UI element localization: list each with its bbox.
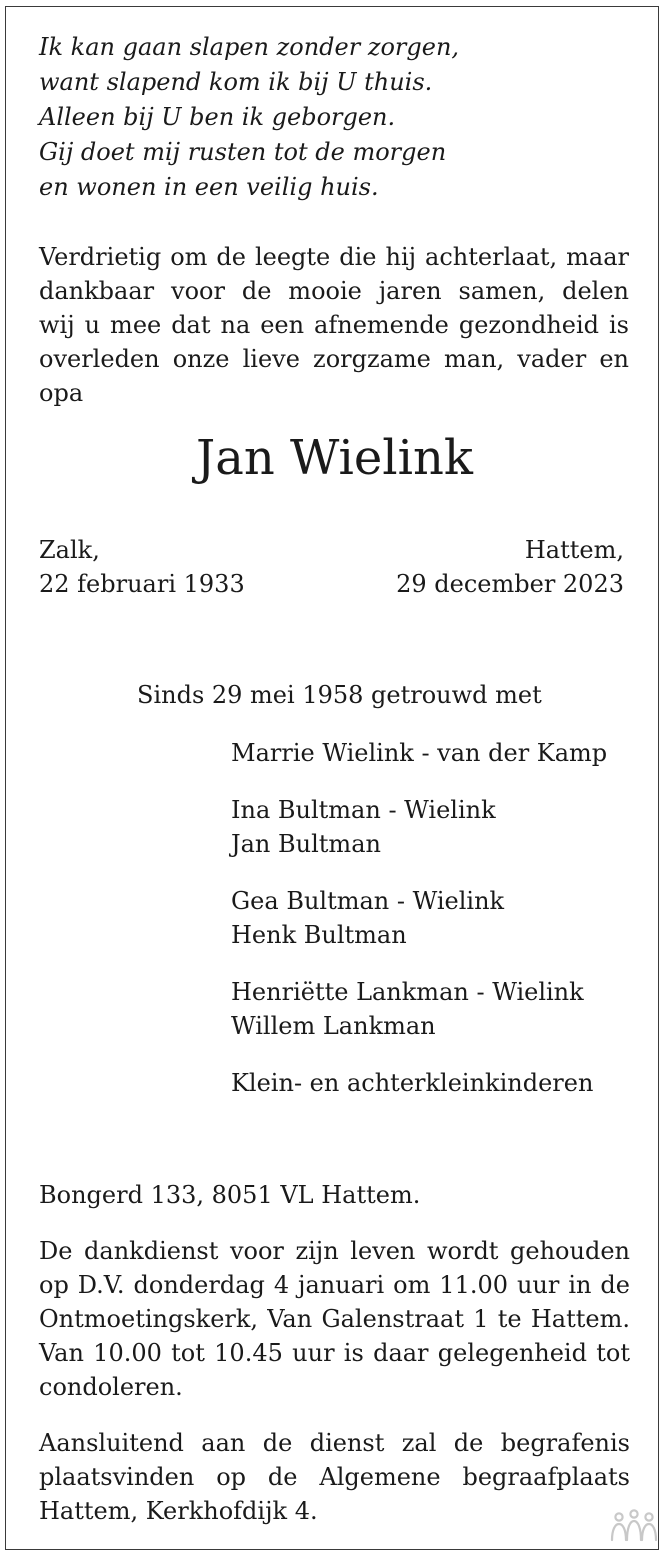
family-group xyxy=(231,975,607,1043)
service-line: op D.V. donderdag 4 januari om 11.00 uur in de xyxy=(39,1271,630,1299)
family-member: Ina Bultman - Wielink xyxy=(231,796,496,824)
poem-line: Gij doet mij rusten tot de morgen xyxy=(39,138,447,166)
family-member: Henk Bultman xyxy=(231,921,407,949)
death-place: Hattem, xyxy=(524,536,624,564)
birth-place: Zalk, xyxy=(39,536,100,564)
family-group xyxy=(231,1066,607,1100)
intro-paragraph xyxy=(39,240,629,410)
service-line: condoleren. xyxy=(39,1373,183,1401)
family-group xyxy=(231,793,607,861)
service-paragraph xyxy=(39,1234,630,1404)
family-member: Klein- en achterkleinkinderen xyxy=(231,1069,594,1097)
family-group xyxy=(231,884,607,952)
burial-line: Hattem, Kerkhofdijk 4. xyxy=(39,1497,318,1525)
service-line: Van 10.00 tot 10.45 uur is daar gelegenheid tot xyxy=(39,1339,630,1367)
poem xyxy=(39,30,629,205)
death-date: 29 december 2023 xyxy=(396,570,624,598)
poem-line: Ik kan gaan slapen zonder zorgen, xyxy=(39,33,460,61)
family-list xyxy=(231,736,607,1123)
death-info xyxy=(396,533,624,601)
intro-line: overleden onze lieve zorgzame man, vader en opa xyxy=(39,345,629,407)
family-group xyxy=(231,736,607,770)
family-member: Marrie Wielink - van der Kamp xyxy=(231,739,608,767)
address: Bongerd 133, 8051 VL Hattem. xyxy=(39,1181,421,1209)
service-line: De dankdienst voor zijn leven wordt gehouden xyxy=(39,1237,630,1265)
intro-line: Verdrietig om de leegte die hij achterlaat, maar xyxy=(39,243,629,271)
family-member: Henriëtte Lankman - Wielink xyxy=(231,978,584,1006)
birth-info xyxy=(39,533,245,601)
burial-paragraph xyxy=(39,1426,630,1528)
service-line: Ontmoetingskerk, Van Galenstraat 1 te Hattem. xyxy=(39,1305,630,1333)
burial-line: plaatsvinden op de Algemene begraafplaats xyxy=(39,1463,630,1491)
intro-line: dankbaar voor de mooie jaren samen, delen xyxy=(39,277,629,305)
people-group-icon xyxy=(609,1508,659,1544)
family-member: Willem Lankman xyxy=(231,1012,436,1040)
deceased-name: Jan Wielink xyxy=(196,430,473,486)
burial-line: Aansluitend aan de dienst zal de begrafenis xyxy=(39,1429,630,1457)
poem-line: en wonen in een veilig huis. xyxy=(39,173,379,201)
poem-line: want slapend kom ik bij U thuis. xyxy=(39,68,433,96)
intro-line: wij u mee dat na een afnemende gezondheid is xyxy=(39,311,629,339)
birth-date: 22 februari 1933 xyxy=(39,570,245,598)
family-member: Gea Bultman - Wielink xyxy=(231,887,505,915)
married-line: Sinds 29 mei 1958 getrouwd met xyxy=(137,681,542,709)
poem-line: Alleen bij U ben ik geborgen. xyxy=(39,103,396,131)
family-member: Jan Bultman xyxy=(231,830,381,858)
